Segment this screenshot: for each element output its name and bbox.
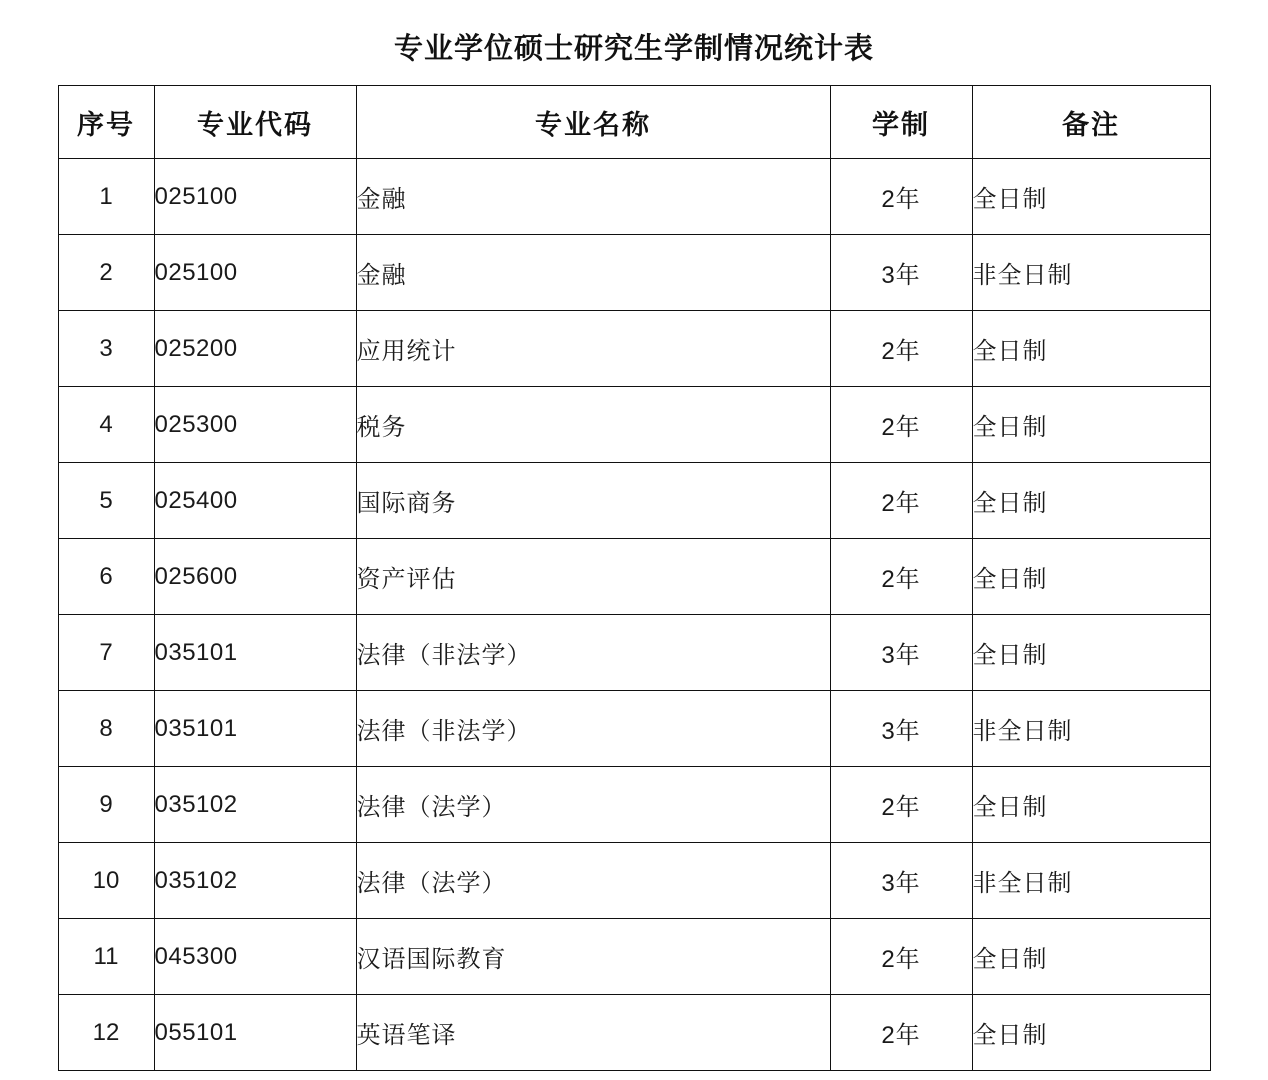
cell-name: 资产评估 xyxy=(356,539,830,615)
cell-code: 035101 xyxy=(154,691,356,767)
cell-note: 非全日制 xyxy=(972,235,1210,311)
cell-code: 025200 xyxy=(154,311,356,387)
cell-length: 2年 xyxy=(830,767,972,843)
cell-code: 045300 xyxy=(154,919,356,995)
cell-index: 5 xyxy=(58,463,154,539)
table-row xyxy=(58,311,1210,387)
cell-length: 2年 xyxy=(830,995,972,1071)
cell-note: 非全日制 xyxy=(972,843,1210,919)
table-row xyxy=(58,615,1210,691)
cell-index: 6 xyxy=(58,539,154,615)
column-header-name: 专业名称 xyxy=(356,86,830,159)
cell-index: 4 xyxy=(58,387,154,463)
cell-length: 2年 xyxy=(830,463,972,539)
table-row xyxy=(58,919,1210,995)
cell-name: 法律（法学） xyxy=(356,767,830,843)
cell-length: 3年 xyxy=(830,843,972,919)
cell-index: 11 xyxy=(58,919,154,995)
cell-length: 2年 xyxy=(830,539,972,615)
cell-name: 法律（法学） xyxy=(356,843,830,919)
cell-index: 12 xyxy=(58,995,154,1071)
cell-note: 全日制 xyxy=(972,995,1210,1071)
cell-code: 025100 xyxy=(154,235,356,311)
cell-index: 8 xyxy=(58,691,154,767)
cell-note: 全日制 xyxy=(972,767,1210,843)
cell-length: 2年 xyxy=(830,311,972,387)
column-header-length: 学制 xyxy=(830,86,972,159)
cell-length: 2年 xyxy=(830,919,972,995)
cell-name: 金融 xyxy=(356,159,830,235)
cell-length: 2年 xyxy=(830,159,972,235)
cell-index: 7 xyxy=(58,615,154,691)
cell-note: 全日制 xyxy=(972,919,1210,995)
cell-name: 应用统计 xyxy=(356,311,830,387)
cell-code: 025300 xyxy=(154,387,356,463)
table-row xyxy=(58,463,1210,539)
cell-length: 3年 xyxy=(830,235,972,311)
cell-name: 国际商务 xyxy=(356,463,830,539)
table-row xyxy=(58,995,1210,1071)
table-row xyxy=(58,539,1210,615)
table-header-row xyxy=(58,86,1210,159)
cell-index: 3 xyxy=(58,311,154,387)
cell-name: 英语笔译 xyxy=(356,995,830,1071)
cell-note: 非全日制 xyxy=(972,691,1210,767)
table-row xyxy=(58,767,1210,843)
cell-code: 055101 xyxy=(154,995,356,1071)
column-header-note: 备注 xyxy=(972,86,1210,159)
cell-code: 035102 xyxy=(154,767,356,843)
cell-index: 10 xyxy=(58,843,154,919)
cell-index: 9 xyxy=(58,767,154,843)
cell-code: 035102 xyxy=(154,843,356,919)
cell-name: 法律（非法学） xyxy=(356,615,830,691)
cell-note: 全日制 xyxy=(972,615,1210,691)
cell-name: 税务 xyxy=(356,387,830,463)
column-header-index: 序号 xyxy=(58,86,154,159)
cell-note: 全日制 xyxy=(972,387,1210,463)
table-header xyxy=(58,86,1210,159)
cell-name: 汉语国际教育 xyxy=(356,919,830,995)
cell-code: 035101 xyxy=(154,615,356,691)
cell-index: 1 xyxy=(58,159,154,235)
cell-code: 025400 xyxy=(154,463,356,539)
cell-note: 全日制 xyxy=(972,463,1210,539)
table-row xyxy=(58,843,1210,919)
cell-note: 全日制 xyxy=(972,311,1210,387)
cell-length: 3年 xyxy=(830,615,972,691)
cell-index: 2 xyxy=(58,235,154,311)
table-body xyxy=(58,159,1210,1071)
cell-length: 3年 xyxy=(830,691,972,767)
table-row xyxy=(58,159,1210,235)
cell-name: 法律（非法学） xyxy=(356,691,830,767)
table-row xyxy=(58,235,1210,311)
table-row xyxy=(58,691,1210,767)
cell-name: 金融 xyxy=(356,235,830,311)
column-header-code: 专业代码 xyxy=(154,86,356,159)
cell-code: 025100 xyxy=(154,159,356,235)
cell-note: 全日制 xyxy=(972,539,1210,615)
cell-note: 全日制 xyxy=(972,159,1210,235)
cell-code: 025600 xyxy=(154,539,356,615)
cell-length: 2年 xyxy=(830,387,972,463)
degree-program-table xyxy=(58,85,1211,1071)
table-row xyxy=(58,387,1210,463)
page-title: 专业学位硕士研究生学制情况统计表 xyxy=(393,33,874,65)
